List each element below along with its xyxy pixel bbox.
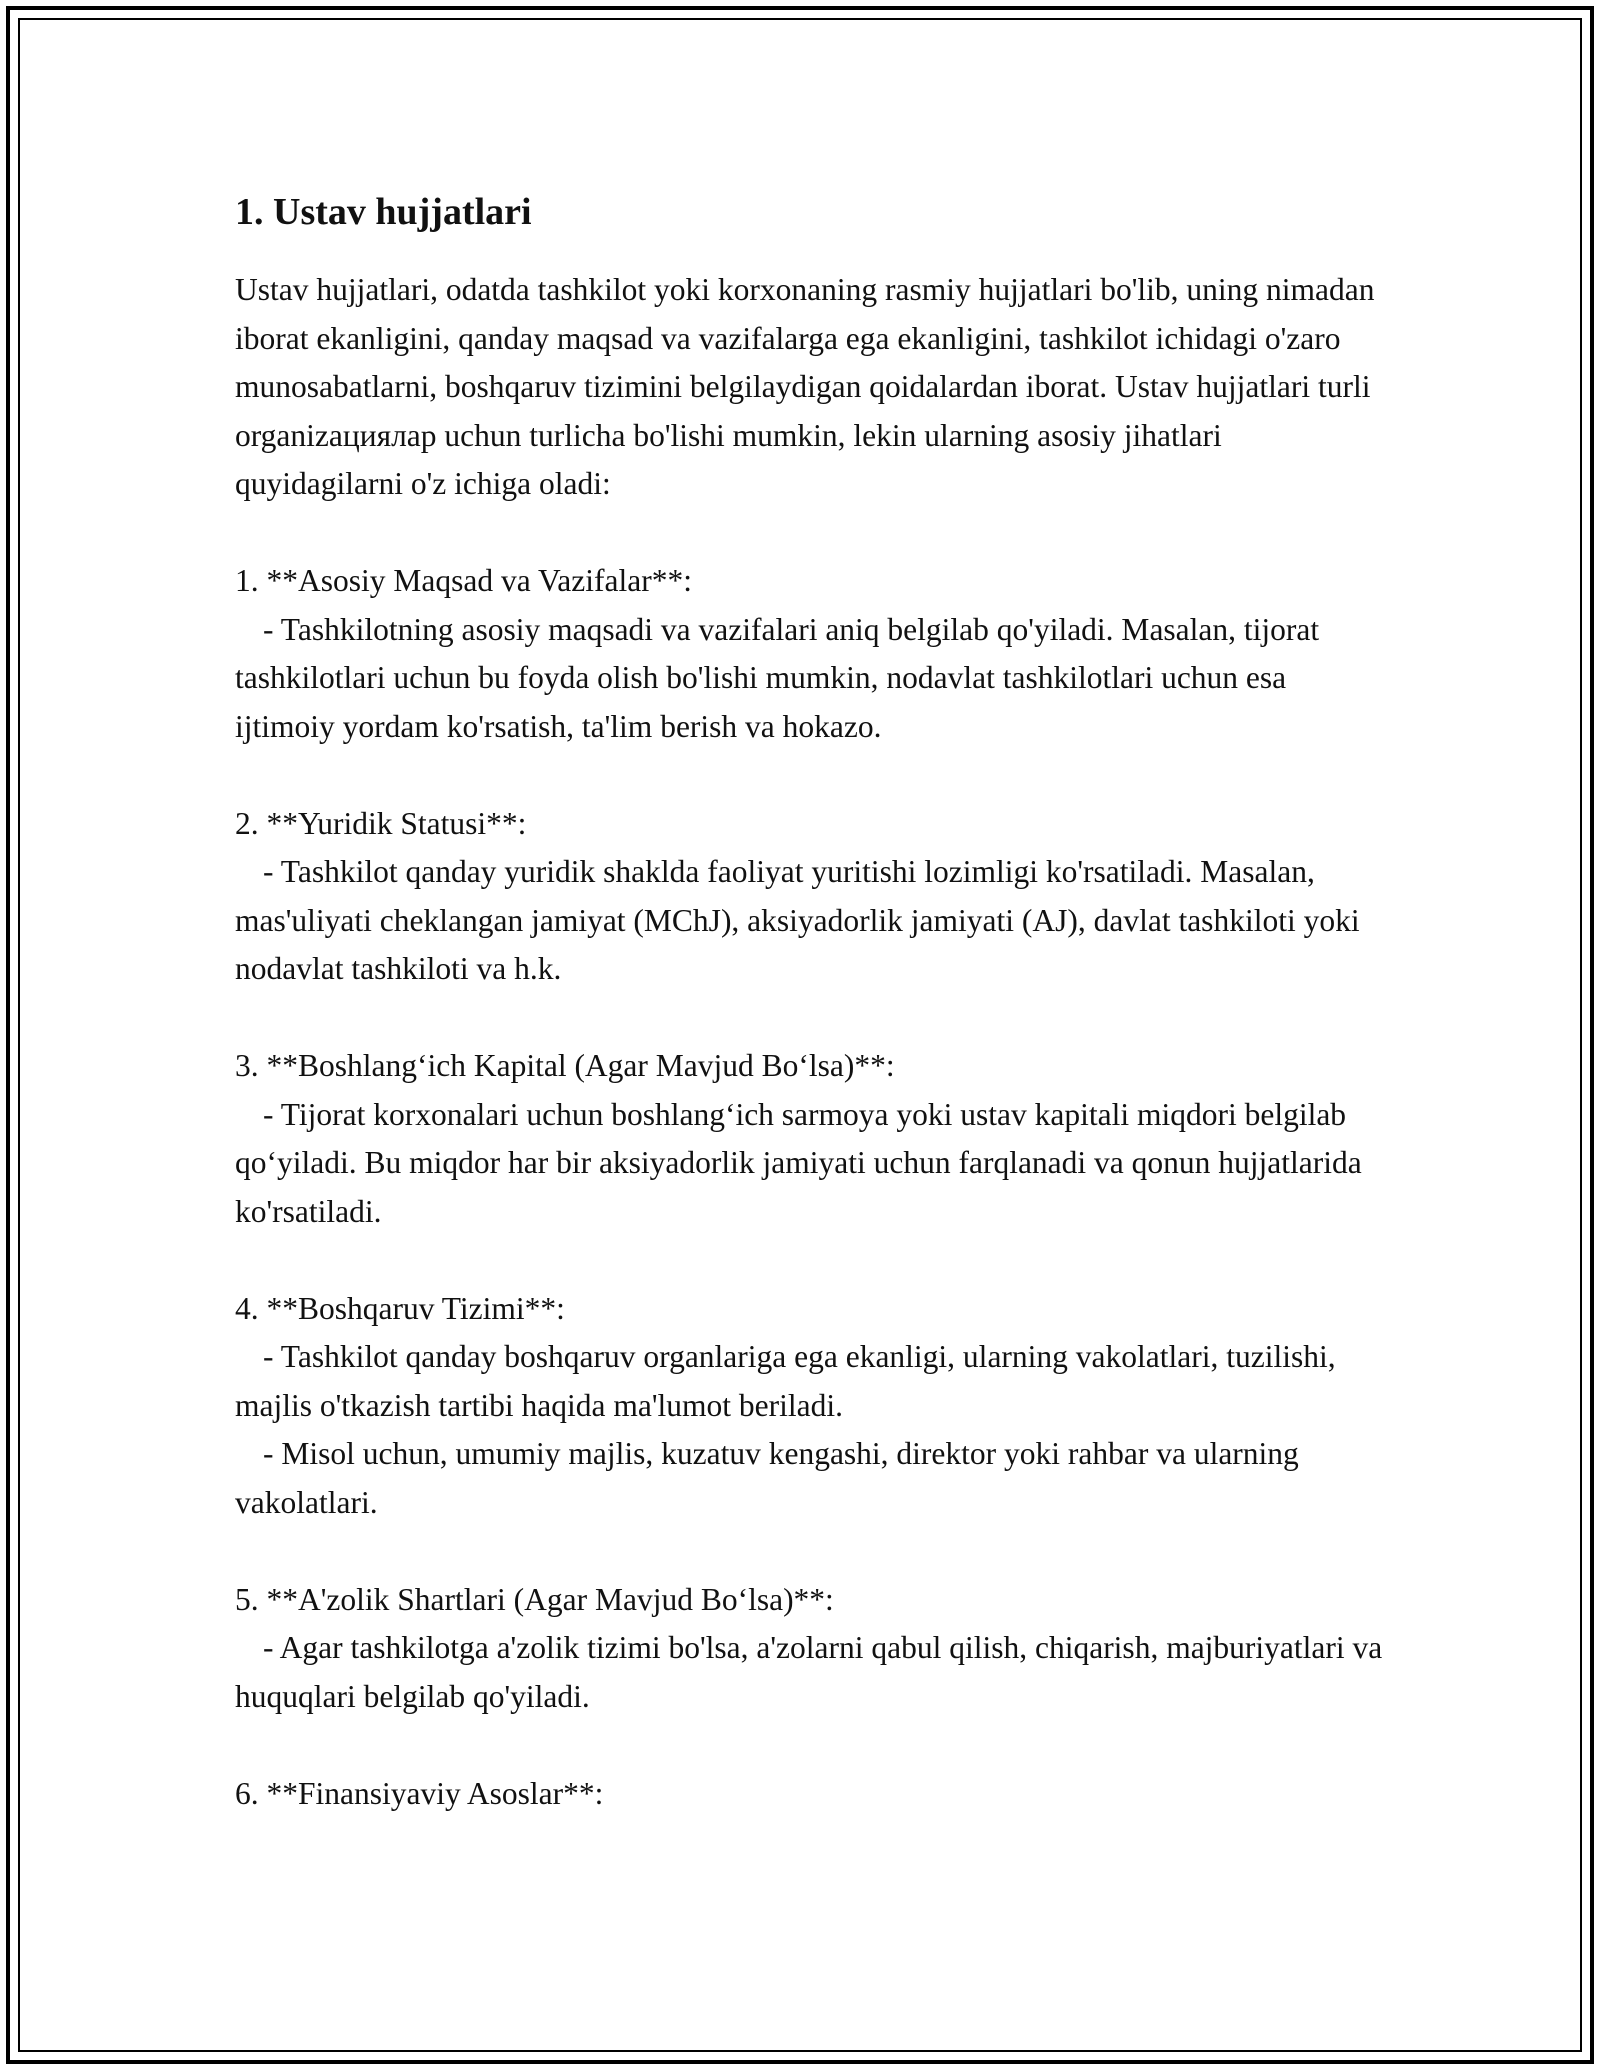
section-title: 1. **Asosiy Maqsad va Vazifalar**:: [235, 563, 692, 598]
section-bullet: [235, 1624, 1385, 1721]
bullet-text: - Tashkilotning asosiy maqsadi va vazifalari aniq belgilab qo'yiladi. Masalan, tijorat tashkilotlari uchun bu foyda olish bo'lishi mumkin, nodavlat tashkilotlari uchun esa ijtimoiy yordam ko'rsatish, ta'lim berish va hokazo.: [235, 611, 1320, 744]
bullet-text: - Tijorat korxonalari uchun boshlang‘ich sarmoya yoki ustav kapitali miqdori belgilab qo‘yiladi. Bu miqdor har bir aksiyadorlik jamiyati uchun farqlanadi va qonun hujjatlarida ko'rsatiladi.: [235, 1096, 1362, 1229]
document-heading: 1. Ustav hujjatlari: [235, 191, 532, 233]
bullet-text: - Tashkilot qanday boshqaruv organlariga ega ekanligi, ularning vakolatlari, tuzilishi, majlis o'tkazish tartibi haqida ma'lumot beriladi.: [235, 1339, 1336, 1423]
section-title: 2. **Yuridik Statusi**:: [235, 805, 527, 841]
bullet-text: - Tashkilot qanday yuridik shaklda faoliyat yuritishi lozimligi ko'rsatiladi. Masalan, mas'uliyati cheklangan jamiyat (MChJ), aksiyadorlik jamiyati (AJ), davlat tashkiloti yoki nodavlat tashkiloti va h.k.: [235, 854, 1360, 986]
section-2: [235, 800, 1385, 994]
intro-paragraph: Ustav hujjatlari, odatda tashkilot yoki korxonaning rasmiy hujjatlari bo'lib, uning nimadan iborat ekanligini, qanday maqsad va vazifalarga ega ekanligini, tashkilot ichidagi o'zaro munosabatlarni, boshqaruv tizimini belgilaydigan qoidalardan iborat. Ustav hujjatlari turli organizaциялар uchun turlicha bo'lishi mumkin, lekin ularning asosiy jihatlari quyidagilarni o'z ichiga oladi:: [235, 272, 1375, 501]
section-bullet: [235, 1430, 1385, 1527]
bullet-text: - Misol uchun, umumiy majlis, kuzatuv kengashi, direktor yoki rahbar va ularning vakolatlari.: [235, 1436, 1299, 1520]
section-bullet: [235, 606, 1385, 752]
section-bullet: [235, 848, 1385, 994]
section-bullet: [235, 1091, 1385, 1237]
section-bullet: [235, 1333, 1385, 1430]
section-title: 6. **Finansiyaviy Asoslar**:: [235, 1775, 604, 1811]
section-title: 4. **Boshqaruv Tizimi**:: [235, 1290, 565, 1326]
section-title: 3. **Boshlang‘ich Kapital (Agar Mavjud Bo‘lsa)**:: [235, 1048, 895, 1083]
section-5: [235, 1576, 1385, 1722]
section-3: [235, 1042, 1385, 1236]
bullet-text: - Agar tashkilotga a'zolik tizimi bo'lsa, a'zolarni qabul qilish, chiqarish, majburiyatlari va huquqlari belgilab qo'yiladi.: [235, 1630, 1383, 1714]
section-4: [235, 1285, 1385, 1528]
section-1: [235, 557, 1385, 751]
document-body: [235, 188, 1385, 1867]
section-6: [235, 1770, 1385, 1819]
section-title: 5. **A'zolik Shartlari (Agar Mavjud Bo‘lsa)**:: [235, 1581, 834, 1617]
